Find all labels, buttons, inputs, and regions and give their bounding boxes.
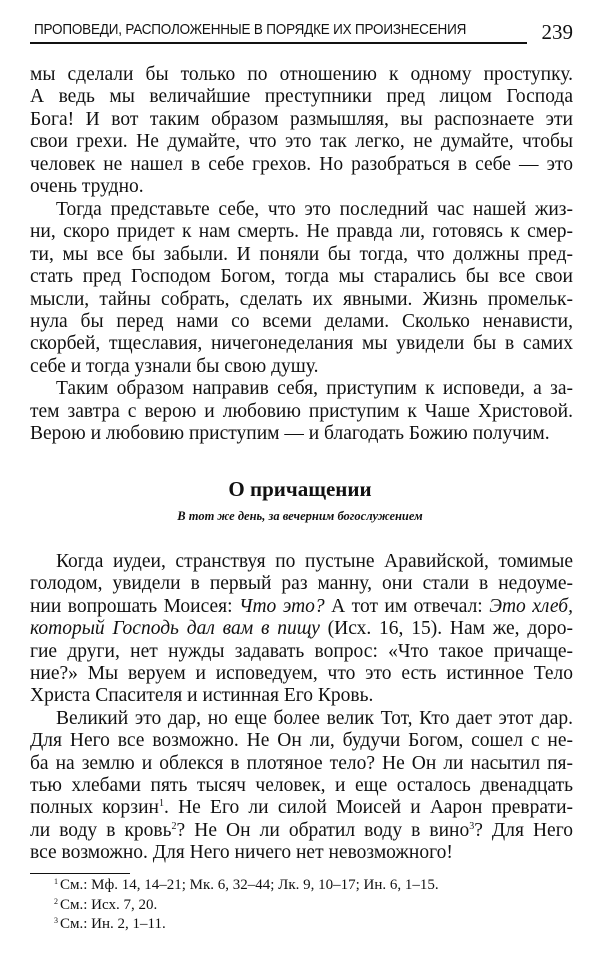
text-segment: ли воду в кровь [30,819,172,841]
text-line [56,378,573,400]
text-line [30,842,573,864]
text-line [30,64,573,86]
text-line [30,176,573,198]
footnote-ref: 1 [158,798,164,810]
text-segment: голодом, увидели в первый раз манну, они стали в недоуме- [30,573,573,595]
footnote [54,915,166,933]
footnote-text: См.: Исх. 7, 20. [60,896,158,913]
section-subtitle: В тот же день, за вечерним богослужением [177,509,423,523]
text-segment: Когда иудеи, странствуя по пустыне Аравийской, томимые [56,551,573,572]
text-segment: А ведь мы величайшие преступники пред лицом Господа [30,86,573,108]
header-rule [30,42,527,44]
footnote-rule [30,873,130,874]
text-line [30,266,573,288]
text-line [30,311,573,333]
text-segment: Бога! И вот таким образом размышляя, вы распознаете эти [30,108,573,130]
footnote-mark: 2 [54,896,58,906]
text-line [56,708,573,730]
page-number: 239 [541,20,573,44]
text-line [30,596,573,618]
text-segment: себе и тогда узнали бы свою душу. [30,355,319,377]
text-segment: Христа Спасителя и истинная Его Кровь. [30,685,374,707]
text-segment: стать пред Господом Богом, тогда мы старались бы все свои [30,266,573,288]
text-segment: ? Для Него [474,819,573,841]
text-segment: ба на землю и облекся в плотяное тело? Не Он ли насытил пя- [30,752,573,774]
text-segment: ? Не Он ли обратил воду в вино [176,819,470,841]
text-line [30,244,573,266]
text-line [30,221,573,243]
text-line [30,86,573,108]
text-line [30,663,573,685]
text-segment: Тогда представьте себе, что это последний час нашей жиз- [56,198,573,220]
text-line [30,154,573,176]
text-segment: тем завтра с верою и любовию приступим к Чаше Христовой. [30,400,573,422]
text-segment: полных корзин [30,797,159,819]
running-header [30,20,573,46]
text-line [30,753,573,775]
text-line [30,131,573,153]
text-segment: нии вопрошать Моисея: [30,595,240,617]
text-segment: тью хлебами пять тысяч человек, и еще осталось двенадцать [30,775,573,796]
text-segment: Верою и любовию приступим — и благодать Божию получим. [30,423,550,445]
footnote-text: См.: Ин. 2, 1–11. [60,916,166,932]
text-segment: (Исх. 16, 15). Нам же, доро- [319,618,573,640]
footnote-text: См.: Мф. 14, 14–21; Мк. 6, 32–44; Лк. 9, 10–17; Ин. 6, 1–15. [60,877,439,893]
text-segment: ни, скоро придет к нам смерть. Не правда ли, готовясь к смер- [30,221,573,243]
text-line [30,333,573,355]
text-line [30,685,573,707]
text-segment: Для Него все возможно. Не Он ли, будучи Богом, сошел с не- [30,730,573,752]
italic-quote: Это хлеб, [489,595,573,617]
text-line [30,797,573,819]
text-segment: человек не нашел в себе грехов. Но разобраться в себе — это [30,153,573,175]
text-segment: нула бы перед нами со всеми делами. Сколько ненависти, [30,310,573,332]
footnote-mark: 1 [54,877,58,886]
text-line [30,820,573,842]
text-segment: мы сделали бы только по отношению к одному проступку. [30,64,573,85]
text-segment: очень трудно. [30,176,144,198]
section-title: О причащении [228,477,372,501]
text-line [30,573,573,595]
running-title: ПРОПОВЕДИ, РАСПОЛОЖЕННЫЕ В ПОРЯДКЕ ИХ ПРОИЗНЕСЕНИЯ [34,22,467,38]
text-segment: скорбей, тщеславия, ничегонеделания мы увидели бы в самих [30,333,573,355]
footnote-ref: 3 [469,820,475,832]
text-segment: ние?» Мы веруем и исповедуем, что это есть истинное Тело [30,663,573,684]
text-segment: все возможно. Для Него ничего нет невозможного! [30,842,453,864]
footnote [54,876,439,894]
footnote-mark: 3 [54,916,58,925]
text-segment: А тот им отвечал: [324,595,490,617]
text-line [30,423,573,445]
text-line [30,618,573,640]
italic-quote: который Господь дал вам в пищу [30,618,320,640]
text-line [56,199,573,221]
text-segment: свои грехи. Не думайте, что это так легко, не думайте, чтобы [30,131,573,153]
text-segment: мысли, тайны собрать, сделать их явными. Жизнь промельк- [30,288,573,310]
text-line [30,641,573,663]
text-line [30,401,573,423]
text-line [30,356,573,378]
text-segment: Таким образом направив себя, приступим к исповеди, а за- [56,378,573,400]
footnote [54,896,157,914]
text-line [30,289,573,311]
text-line [30,109,573,131]
text-segment: гие други, нет нужды задавать вопрос: «Что такое причаще- [30,640,573,662]
text-line [30,730,573,752]
footnote-ref: 2 [171,820,177,832]
text-line [56,551,573,573]
text-segment: ти, мы все бы забыли. И поняли бы тогда, что должны пред- [30,243,573,265]
text-line [30,775,573,797]
italic-quote: Что это? [239,595,325,617]
text-segment: Великий это дар, но еще более велик Тот, Кто дает этот дар. [56,707,573,729]
text-segment: . Не Его ли силой Моисей и Аарон преврати- [163,797,573,819]
